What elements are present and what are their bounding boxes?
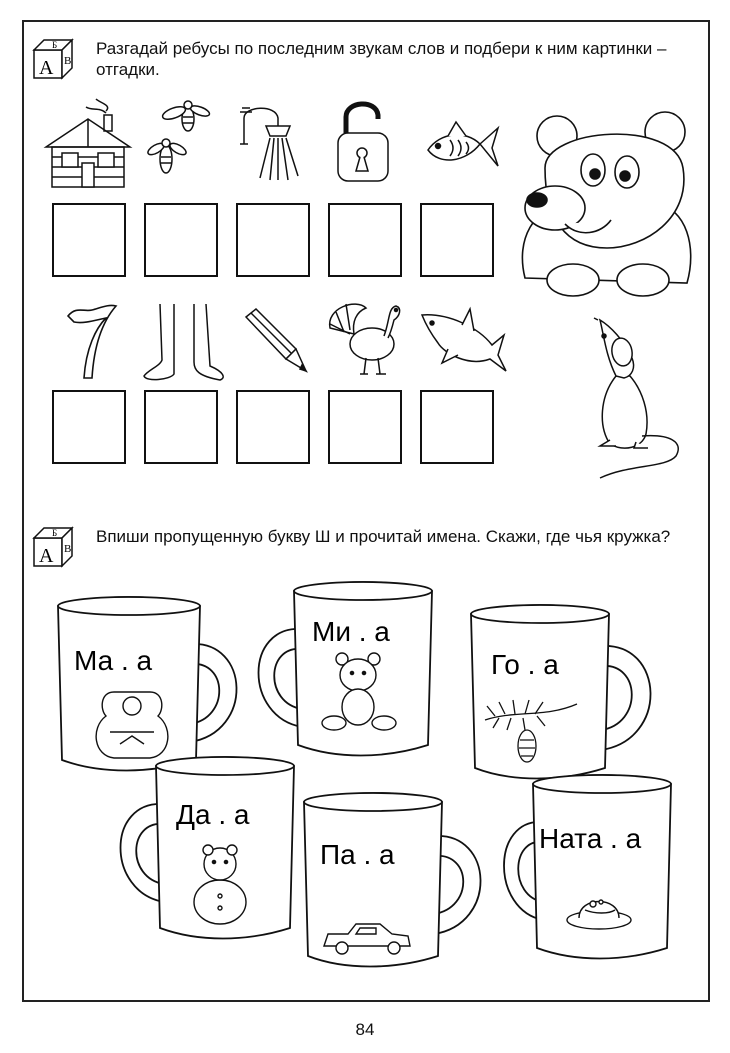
page-number: 84 [355,1020,375,1039]
answer-box[interactable] [420,390,494,464]
mug [465,600,685,790]
shark-icon [418,305,508,377]
bees-icon [150,97,210,192]
svg-text:Б: Б [52,528,58,538]
mouse-icon [580,316,695,486]
mug-name: Ната . а [539,823,642,854]
answer-box[interactable] [328,390,402,464]
mug-name: Го . а [491,649,559,680]
bear-cub-icon [515,108,695,303]
fish-icon [422,108,502,178]
abc-block-icon [30,524,80,568]
answer-box[interactable] [144,390,218,464]
mug [298,788,498,973]
shower-icon [236,100,306,192]
task1-instruction: Разгадай ребусы по последним звукам слов и подбери к ним картинки – отгадки. [96,39,667,79]
mug-name: Да . а [176,799,250,830]
answer-box[interactable] [328,203,402,277]
padlock-icon [332,97,397,192]
mug-name: Ма . а [74,645,153,676]
svg-text:В: В [64,543,72,555]
task2-instruction: Впиши пропущенную букву Ш и прочитай имена. Скажи, где чья кружка? [96,527,671,546]
legs-icon [140,300,230,388]
pencil-icon [240,305,310,375]
turkey-icon [326,298,406,378]
answer-box[interactable] [236,390,310,464]
mug-name: Ми . а [312,616,390,647]
answer-box[interactable] [420,203,494,277]
number-seven-icon [62,302,122,384]
answer-box[interactable] [52,390,126,464]
answer-box[interactable] [52,203,126,277]
svg-text:В: В [64,55,72,67]
svg-text:А: А [39,57,54,79]
svg-text:Б: Б [52,40,58,50]
answer-box[interactable] [144,203,218,277]
abc-block-icon [30,36,80,80]
mug [505,770,715,970]
mug-name: Па . а [320,839,395,870]
matryoshka-icon [96,692,168,758]
mug [250,577,465,767]
answer-box[interactable] [236,203,310,277]
house-icon [40,105,135,190]
svg-text:А: А [39,545,54,567]
mug [112,752,312,952]
